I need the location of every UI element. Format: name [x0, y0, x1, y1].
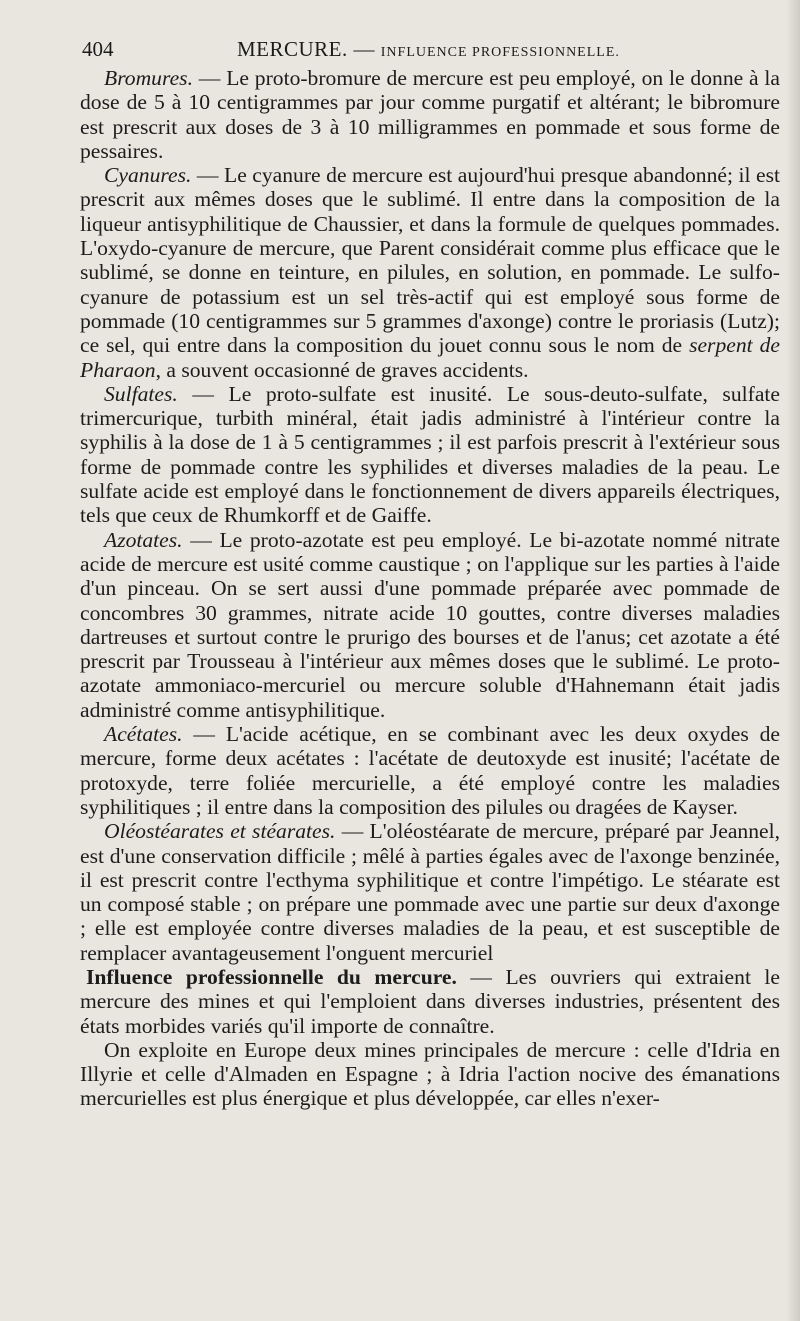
term-sulfates: Sulfates.	[104, 381, 178, 406]
text-cyanures-end: , a souvent occasionné de graves accidents.	[155, 357, 529, 382]
text-oleostearates: — L'oléostéarate de mercure, préparé par Jeannel, est d'une conservation difficile ; mêlé à parties égales avec de l'axonge benzinée, il est prescrit contre l'ecthyma syphilitique et contre l'impétigo. Le stéarate est un composé stable ; on prépare une pommade avec une partie sur deux d'axonge ; elle est employée contre diverses maladies de la peau, et est susceptible de remplacer avantageusement l'onguent mercuriel	[80, 819, 781, 965]
text-mines: On exploite en Europe deux mines principales de mercure : celle d'Idria en Illyrie et celle d'Almaden en Espagne ; à Idria l'action nocive des émanations mercurielles est plus énergique et plus développée, car elles n'exer-	[80, 1037, 780, 1111]
term-oleostearates: Oléostéarates et stéarates.	[104, 819, 336, 844]
term-azotates: Azotates.	[104, 527, 183, 552]
paragraph-cyanures	[80, 163, 780, 382]
running-dash: —	[347, 37, 381, 61]
section-text: — Les ouvriers qui extraient le mercure des mines et qui l'emploient dans diverses industries, présentent des états morbides variés qu'il importe de connaître.	[80, 964, 780, 1038]
term-cyanures: Cyanures.	[104, 163, 192, 188]
italic-serpent-de-pharaon: serpent de Pharaon	[80, 333, 780, 382]
paragraph-influence-professionnelle	[80, 965, 780, 1038]
paragraph-sulfates	[80, 382, 780, 528]
page-number: 404	[82, 37, 114, 61]
text-sulfates: — Le proto-sulfate est inusité. Le sous-deuto-sulfate, sulfate trimercurique, turbith minéral, était jadis administré à l'intérieur contre la syphilis à la dose de 1 à 5 centigrammes ; il est parfois prescrit à l'extérieur sous forme de pommade contre les syphilides et diverses maladies de la peau. Le sulfate acide est employé dans le fonctionnement de divers appareils électriques, tels que ceux de Rhumkorff et de Gaiffe.	[80, 381, 780, 528]
page-edge-shadow	[786, 0, 800, 1321]
paragraph-acetates	[80, 722, 780, 819]
page-body	[80, 66, 780, 1111]
page-header	[82, 34, 776, 64]
running-subtitle: INFLUENCE PROFESSIONNELLE.	[380, 45, 620, 60]
text-cyanures: — Le cyanure de mercure est aujourd'hui presque abandonné; il est prescrit aux mêmes doses que le sublimé. Il entre dans la composition de la liqueur antisyphilitique de Chaussier, et dans la formule de quelques pommades. L'oxydo-cyanure de mercure, que Parent considérait comme plus efficace que le sublimé, se donne en teinture, en pilules, en solution, en pommade. Le sulfo-cyanure de potassium est un sel très-actif qui est employé sous forme de pommade (10 centigrammes sur 5 grammes d'axonge) contre le proriasis (Lutz); ce sel, qui entre dans la composition du jouet connu sous le nom de	[80, 163, 780, 358]
paragraph-bromures	[80, 66, 780, 163]
running-head	[237, 34, 620, 68]
text-acetates: — L'acide acétique, en se combinant avec les deux oxydes de mercure, forme deux acétates : l'acétate de deutoxyde est inusité; l'acétate de protoxyde, terre foliée mercurielle, a été employé contre les maladies syphilitiques ; il entre dans la composition des pilules ou dragées de Kayser.	[80, 722, 780, 819]
text-azotates: — Le proto-azotate est peu employé. Le bi-azotate nommé nitrate acide de mercure est usité comme caustique ; on l'applique sur les parties à l'aide d'un pinceau. On se sert aussi d'une pommade préparée avec pommade de concombres 30 grammes, nitrate acide 10 gouttes, contre diverses maladies dartreuses et surtout contre le prurigo des bourses et de l'anus; cet azotate a été prescrit par Trousseau à l'intérieur aux mêmes doses que le sublimé. Le proto-azotate ammoniaco-mercuriel ou mercure soluble d'Hahnemann était jadis administré comme antisyphilitique.	[80, 527, 780, 722]
paragraph-azotates	[80, 528, 780, 722]
paragraph-mines	[80, 1038, 780, 1111]
running-title: MERCURE.	[237, 37, 348, 61]
term-acetates: Acétates.	[104, 722, 183, 747]
term-bromures: Bromures.	[104, 66, 193, 90]
section-heading: Influence professionnelle du mercure.	[86, 964, 457, 989]
paragraph-oleostearates	[80, 819, 780, 965]
text-bromures: — Le proto-bromure de mercure est peu employé, on le donne à la dose de 5 à 10 centigrammes par jour comme purgatif et altérant; le bibromure est prescrit aux doses de 3 à 10 milligrammes en pommade et sous forme de pessaires.	[80, 66, 780, 163]
